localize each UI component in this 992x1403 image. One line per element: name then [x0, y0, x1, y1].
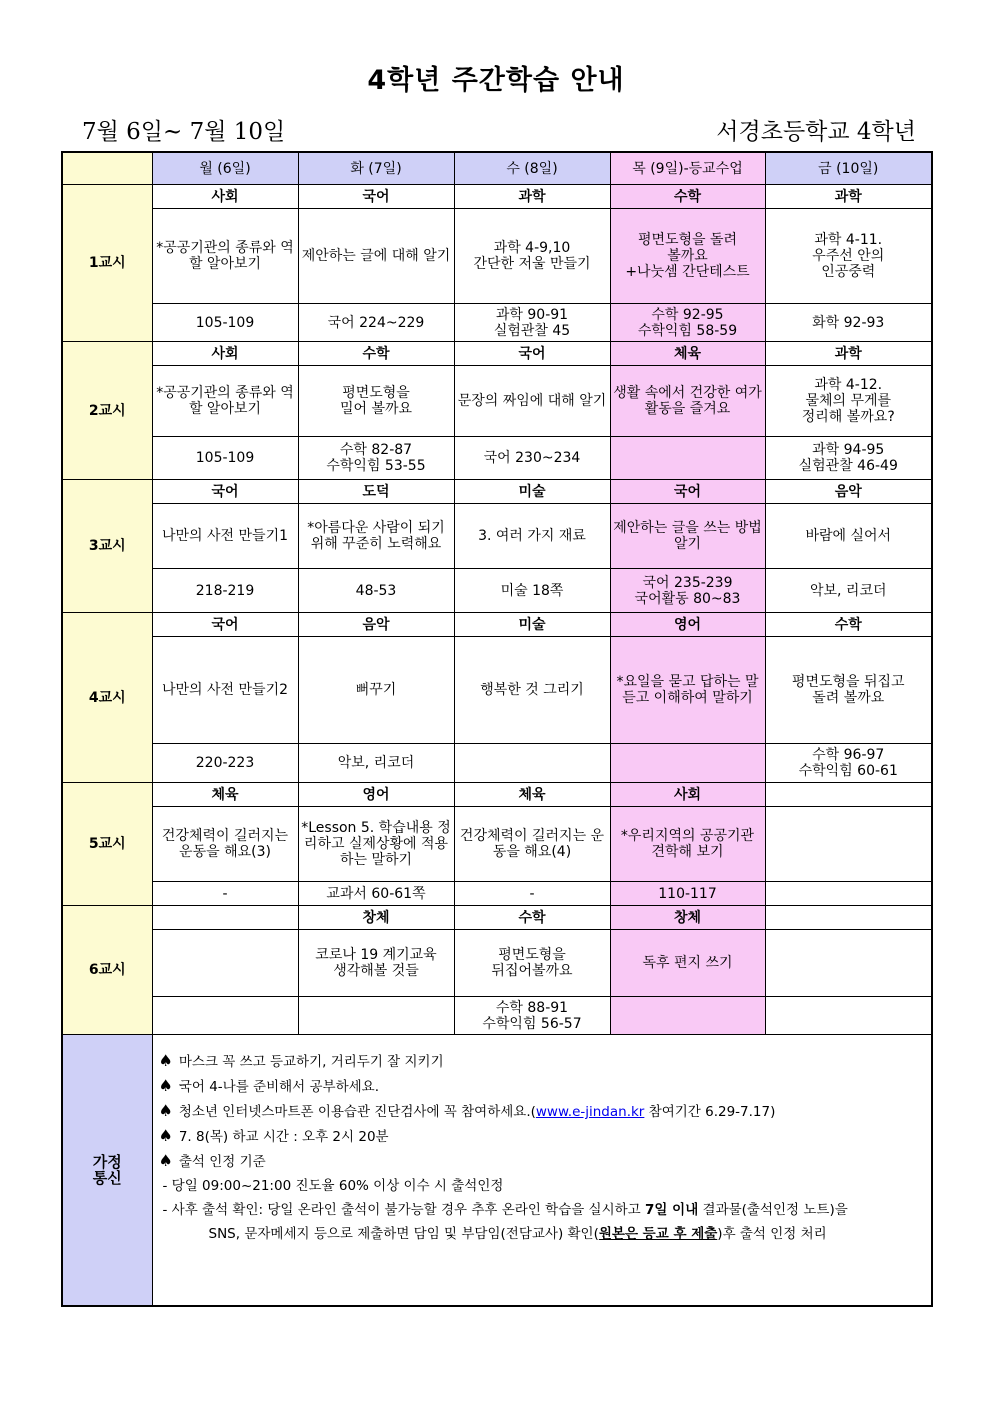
subject-cell: 체육 — [152, 783, 298, 807]
subject-cell: 체육 — [610, 342, 765, 366]
reference-cell — [610, 997, 765, 1035]
day-header: 화 (7일) — [298, 152, 454, 185]
subject-cell: 과학 — [765, 342, 932, 366]
period-ref-row — [62, 437, 932, 480]
reference-cell: 105-109 — [152, 437, 298, 480]
day-header: 금 (10일) — [765, 152, 932, 185]
date-range: 7월 6일~ 7월 10일 — [82, 119, 286, 145]
subject-cell — [152, 906, 298, 930]
subject-cell: 미술 — [454, 480, 610, 504]
reference-cell: 48-53 — [298, 569, 454, 613]
reference-cell — [298, 997, 454, 1035]
reference-cell — [765, 882, 932, 906]
topic-cell: *공공기관의 종류와 역할 알아보기 — [152, 366, 298, 437]
subject-cell: 국어 — [610, 480, 765, 504]
reference-cell: 화학 92-93 — [765, 304, 932, 342]
day-header: 월 (6일) — [152, 152, 298, 185]
topic-cell: 평면도형을 뒤집고 돌려 볼까요 — [765, 637, 932, 744]
reference-cell: 105-109 — [152, 304, 298, 342]
topic-cell: 바람에 실어서 — [765, 504, 932, 569]
topic-cell: 평면도형을 돌려 볼까요 +나눗셈 간단테스트 — [610, 209, 765, 304]
topic-cell: 뻐꾸기 — [298, 637, 454, 744]
period-label: 2교시 — [62, 342, 152, 480]
topic-cell: *Lesson 5. 학습내용 정리하고 실제상황에 적용하는 말하기 — [298, 807, 454, 882]
notice-item: ♠ 청소년 인터넷스마트폰 이용습관 진단검사에 꼭 참여하세요.(www.e-jindan.kr 참여기간 6.29-7.17) — [158, 1101, 776, 1120]
topic-cell: *우리지역의 공공기관 견학해 보기 — [610, 807, 765, 882]
period-ref-row — [62, 997, 932, 1035]
day-header: 수 (8일) — [454, 152, 610, 185]
reference-cell — [454, 744, 610, 783]
topic-cell: 나만의 사전 만들기1 — [152, 504, 298, 569]
reference-cell: 미술 18쪽 — [454, 569, 610, 613]
reference-cell: 수학 92-95 수학익힘 58-59 — [610, 304, 765, 342]
spade-icon: ♠ — [158, 1076, 173, 1095]
subject-cell: 미술 — [454, 613, 610, 637]
day-header: 목 (9일)-등교수업 — [610, 152, 765, 185]
reference-cell: 수학 88-91 수학익힘 56-57 — [454, 997, 610, 1035]
subject-cell: 수학 — [298, 342, 454, 366]
period-ref-row — [62, 304, 932, 342]
topic-cell: *요일을 묻고 답하는 말 듣고 이해하여 말하기 — [610, 637, 765, 744]
period-subj-row — [62, 906, 932, 930]
reference-cell: 국어 235-239 국어활동 80~83 — [610, 569, 765, 613]
topic-cell — [152, 930, 298, 997]
period-label: 1교시 — [62, 185, 152, 342]
period-topic-row — [62, 209, 932, 304]
subject-cell: 과학 — [765, 185, 932, 209]
reference-cell: 수학 82-87 수학익힘 53-55 — [298, 437, 454, 480]
subject-cell: 음악 — [298, 613, 454, 637]
period-subj-row — [62, 342, 932, 366]
topic-cell: *아름다운 사람이 되기 위해 꾸준히 노력해요 — [298, 504, 454, 569]
subject-cell: 국어 — [152, 480, 298, 504]
period-topic-row — [62, 637, 932, 744]
subject-cell: 창체 — [610, 906, 765, 930]
reference-cell — [610, 744, 765, 783]
notice-item: ♠ 출석 인정 기준 — [158, 1151, 266, 1170]
spade-icon: ♠ — [158, 1101, 173, 1120]
subject-cell: 영어 — [610, 613, 765, 637]
reference-cell — [152, 997, 298, 1035]
spade-icon: ♠ — [158, 1126, 173, 1145]
topic-cell: 3. 여러 가지 재료 — [454, 504, 610, 569]
subject-cell: 체육 — [454, 783, 610, 807]
school-name: 서경초등학교 4학년 — [716, 119, 916, 145]
period-label: 3교시 — [62, 480, 152, 613]
e-jindan-link[interactable]: www.e-jindan.kr — [535, 1104, 645, 1120]
reference-cell — [765, 997, 932, 1035]
reference-cell: 과학 94-95 실험관찰 46-49 — [765, 437, 932, 480]
period-subj-row — [62, 480, 932, 504]
reference-cell — [610, 437, 765, 480]
period-topic-row — [62, 366, 932, 437]
subject-cell: 과학 — [454, 185, 610, 209]
notice-item: ♠ 국어 4-나를 준비해서 공부하세요. — [158, 1076, 380, 1095]
corner-cell — [62, 152, 152, 185]
period-label: 5교시 — [62, 783, 152, 906]
period-topic-row — [62, 504, 932, 569]
reference-cell: - — [152, 882, 298, 906]
subject-cell: 수학 — [610, 185, 765, 209]
period-subj-row — [62, 783, 932, 807]
notice-sub-item: - 당일 09:00~21:00 진도율 60% 이상 이수 시 출석인정 — [162, 1178, 504, 1194]
topic-cell — [765, 930, 932, 997]
topic-cell: 과학 4-9,10 간단한 저울 만들기 — [454, 209, 610, 304]
reference-cell: 국어 230~234 — [454, 437, 610, 480]
reference-cell: 220-223 — [152, 744, 298, 783]
period-ref-row — [62, 569, 932, 613]
notice-item: ♠ 마스크 꼭 쓰고 등교하기, 거리두기 잘 지키기 — [158, 1051, 444, 1070]
spade-icon: ♠ — [158, 1051, 173, 1070]
subject-cell: 도덕 — [298, 480, 454, 504]
subject-cell — [765, 783, 932, 807]
reference-cell: 218-219 — [152, 569, 298, 613]
notice-sub-item: - 사후 출석 확인: 당일 온라인 출석이 불가능할 경우 추후 온라인 학습을 실시하고 7일 이내 결과물(출석인정 노트)을 — [162, 1202, 848, 1218]
subject-cell: 수학 — [765, 613, 932, 637]
period-topic-row — [62, 807, 932, 882]
subject-cell: 영어 — [298, 783, 454, 807]
subject-cell: 사회 — [152, 342, 298, 366]
topic-cell: 평면도형을 밀어 볼까요 — [298, 366, 454, 437]
period-topic-row — [62, 930, 932, 997]
subject-cell: 사회 — [610, 783, 765, 807]
reference-cell: 악보, 리코더 — [765, 569, 932, 613]
topic-cell: 행복한 것 그리기 — [454, 637, 610, 744]
topic-cell: 제안하는 글에 대해 알기 — [298, 209, 454, 304]
period-label: 6교시 — [62, 906, 152, 1035]
topic-cell: 건강체력이 길러지는 운동을 해요(4) — [454, 807, 610, 882]
subject-cell: 국어 — [454, 342, 610, 366]
period-ref-row — [62, 882, 932, 906]
topic-cell: 코로나 19 계기교육 생각해볼 것들 — [298, 930, 454, 997]
period-subj-row — [62, 185, 932, 209]
schedule-table — [61, 151, 933, 1307]
subject-cell: 수학 — [454, 906, 610, 930]
reference-cell: 교과서 60-61쪽 — [298, 882, 454, 906]
reference-cell: 악보, 리코더 — [298, 744, 454, 783]
topic-cell: 문장의 짜임에 대해 알기 — [454, 366, 610, 437]
reference-cell: - — [454, 882, 610, 906]
topic-cell: 과학 4-11. 우주선 안의 인공중력 — [765, 209, 932, 304]
topic-cell: 과학 4-12. 물체의 무게를 정리해 볼까요? — [765, 366, 932, 437]
period-ref-row — [62, 744, 932, 783]
notice-item: ♠ 7. 8(목) 하교 시간 : 오후 2시 20분 — [158, 1126, 389, 1145]
reference-cell: 과학 90-91 실험관찰 45 — [454, 304, 610, 342]
family-notice-label: 가정 통신 — [62, 1035, 152, 1307]
subject-cell: 국어 — [152, 613, 298, 637]
period-subj-row — [62, 613, 932, 637]
topic-cell: 건강체력이 길러지는 운동을 해요(3) — [152, 807, 298, 882]
reference-cell: 110-117 — [610, 882, 765, 906]
topic-cell: 생활 속에서 건강한 여가활동을 즐겨요 — [610, 366, 765, 437]
period-label: 4교시 — [62, 613, 152, 783]
page-title: 4학년 주간학습 안내 — [367, 65, 625, 96]
topic-cell: *공공기관의 종류와 역할 알아보기 — [152, 209, 298, 304]
topic-cell: 독후 편지 쓰기 — [610, 930, 765, 997]
subject-cell: 창체 — [298, 906, 454, 930]
spade-icon: ♠ — [158, 1151, 173, 1170]
topic-cell: 제안하는 글을 쓰는 방법 알기 — [610, 504, 765, 569]
family-notice — [152, 1035, 932, 1307]
subject-cell — [765, 906, 932, 930]
reference-cell: 수학 96-97 수학익힘 60-61 — [765, 744, 932, 783]
subject-cell: 음악 — [765, 480, 932, 504]
notice-sub-item: SNS, 문자메세지 등으로 제출하면 담임 및 부담임(전담교사) 확인(원본은 등교 후 제출)후 출석 인정 처리 — [208, 1226, 827, 1242]
topic-cell: 나만의 사전 만들기2 — [152, 637, 298, 744]
subject-cell: 국어 — [298, 185, 454, 209]
topic-cell — [765, 807, 932, 882]
reference-cell: 국어 224~229 — [298, 304, 454, 342]
subject-cell: 사회 — [152, 185, 298, 209]
topic-cell: 평면도형을 뒤집어볼까요 — [454, 930, 610, 997]
